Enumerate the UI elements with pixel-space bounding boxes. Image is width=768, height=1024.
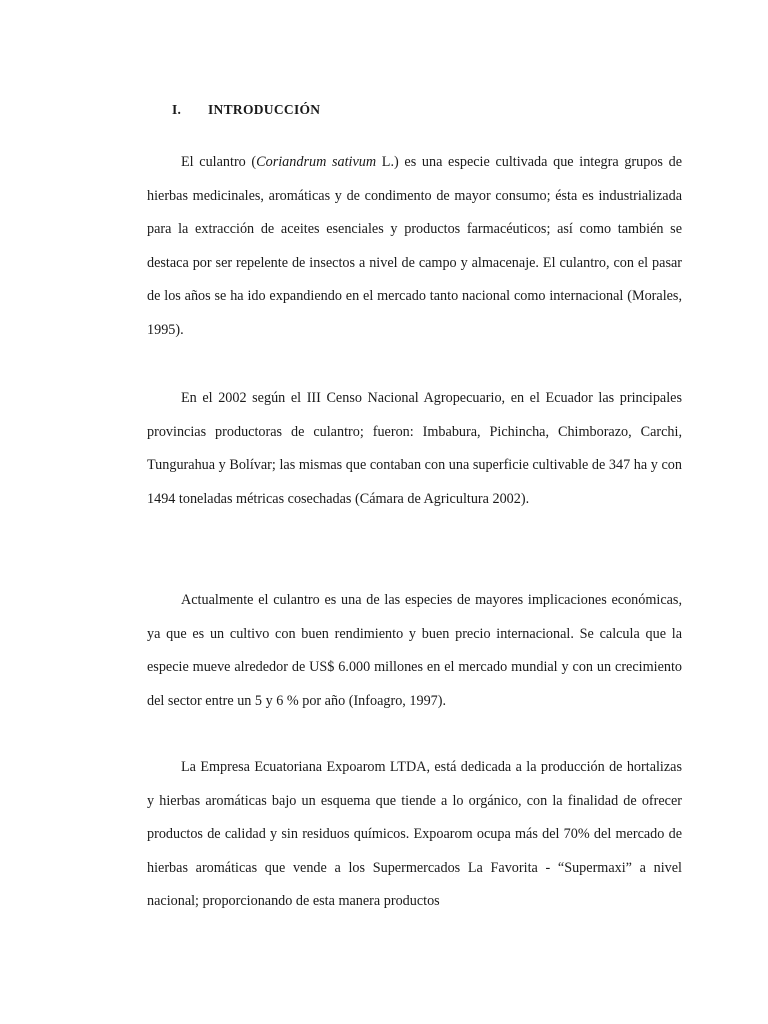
paragraph-2: En el 2002 según el III Censo Nacional Agropecuario, en el Ecuador las principales provincias productoras de culantro; fueron: Imbabura, Pichincha, Chimborazo, Carchi, Tungurahua y Bolívar; las mismas que contaban con una superficie cultivable de 347 ha y con 1494 toneladas métricas cosechadas (Cámara de Agricultura 2002). (147, 390, 682, 507)
paragraph-4: La Empresa Ecuatoriana Expoarom LTDA, está dedicada a la producción de hortalizas y hierbas aromáticas bajo un esquema que tiende a lo orgánico, con la finalidad de ofrecer productos de calidad y sin residuos químicos. Expoarom ocupa más del 70% del mercado de hierbas aromáticas que vende a los Supermercados La Favorita - “Supermaxi” a nivel nacional; proporcionando de esta manera productos (147, 759, 682, 909)
section-title: INTRODUCCIÓN (208, 102, 321, 117)
paragraph-1 (147, 146, 682, 347)
paragraph-1-intro: El culantro ( (181, 154, 257, 170)
paragraph-3: Actualmente el culantro es una de las especies de mayores implicaciones económicas, ya que es un cultivo con buen rendimiento y buen precio internacional. Se calcula que la especie mueve alrededor de US$ 6.000 millones en el mercado mundial y con un crecimiento del sector entre un 5 y 6 % por año (Infoagro, 1997). (147, 592, 682, 709)
paragraph-1-body: L.) es una especie cultivada que integra grupos de hierbas medicinales, aromáticas y de condimento de mayor consumo; ésta es industrializada para la extracción de aceites esenciales y productos farmacéuticos; así como también se destaca por ser repelente de insectos a nivel de campo y almacenaje. El culantro, con el pasar de los años se ha ido expandiendo en el mercado tanto nacional como internacional (Morales, 1995). (147, 154, 682, 338)
section-heading (172, 102, 320, 118)
species-name: Coriandrum sativum (256, 154, 377, 170)
section-number: I. (172, 102, 182, 117)
